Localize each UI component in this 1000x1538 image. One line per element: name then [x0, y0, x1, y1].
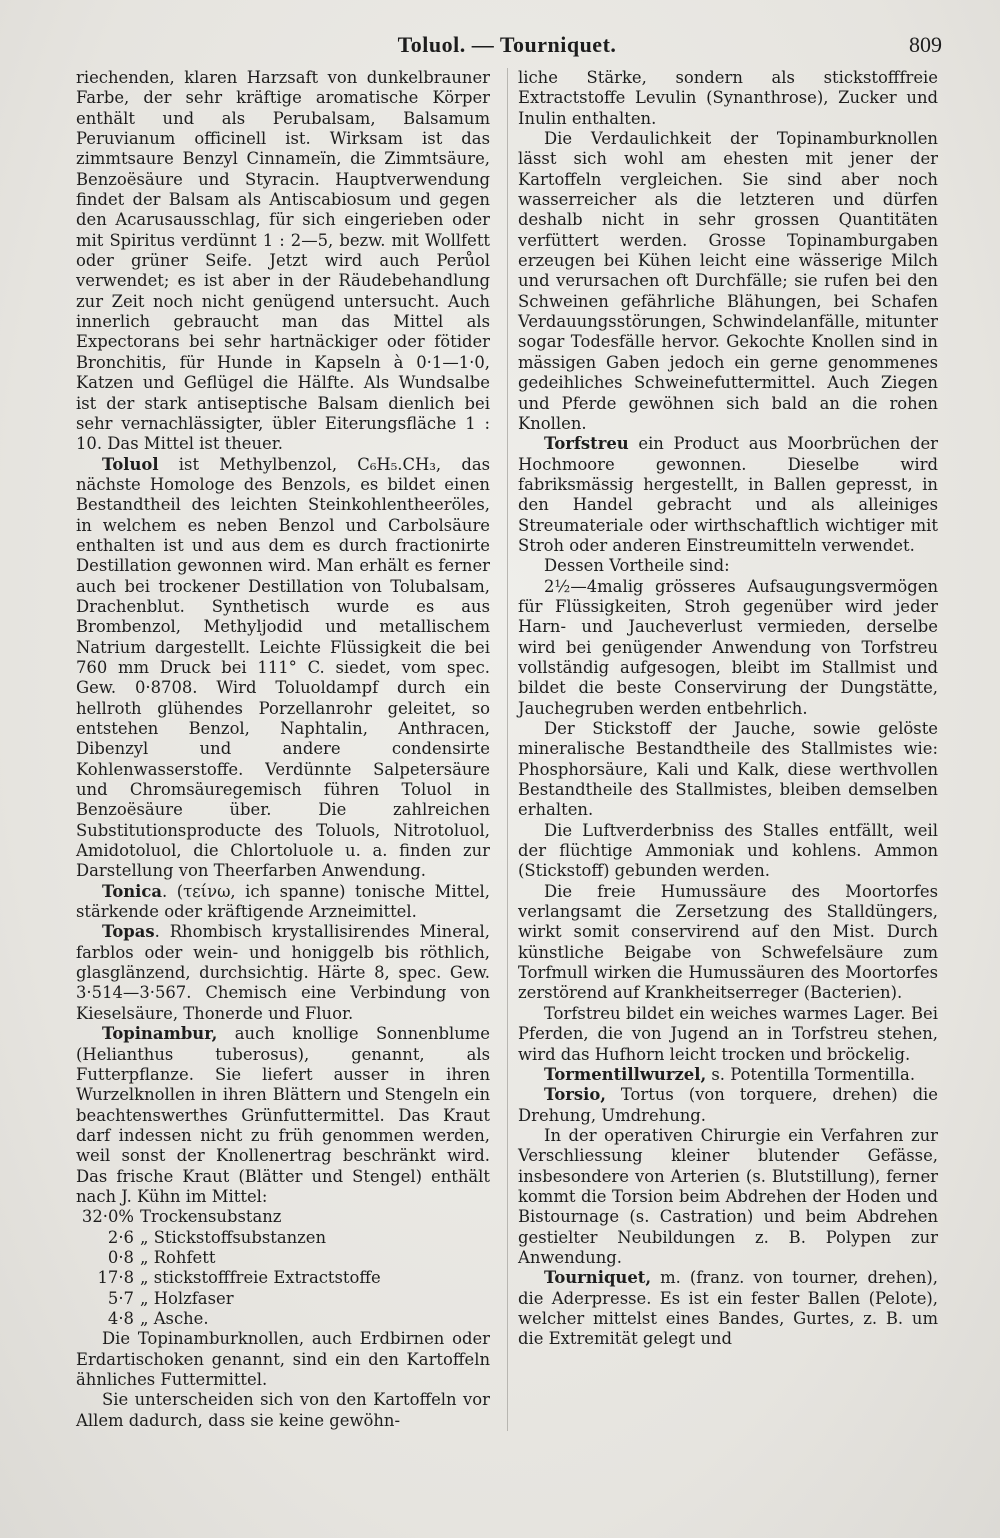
entry-torsio-text: Tortus (von torquere, drehen) die Drehung, Umdrehung.	[518, 1085, 938, 1125]
headword-topinambur: Topinambur,	[102, 1024, 218, 1044]
left-column	[76, 68, 490, 1431]
entry-tormentillwurzel	[518, 1065, 938, 1085]
entry-torfstreu-text: ein Product aus Moorbrüchen der Hochmoore gewonnen. Dieselbe wird fabriksmässig hergestellt, in Ballen gepresst, in den Handel gebracht und als alleiniges Streumateriale oder wirthschaftlich wichtiger mit Stroh oder anderen Einstreumitteln verwendet.	[518, 434, 938, 555]
composition-row: 2·6 „ Stickstoffsubstanzen	[107, 1227, 327, 1247]
knollen-paragraph: Die Topinamburknollen, auch Erdbirnen oder Erdartischoken genannt, sind ein den Kartoffeln ähnliches Futtermittel.	[76, 1329, 490, 1389]
headword-torsio: Torsio,	[544, 1085, 606, 1105]
headword-tormentillwurzel: Tormentillwurzel,	[544, 1064, 707, 1084]
entry-toluol-text: ist Methylbenzol, C₆H₅.CH₃, das nächste Homologe des Benzols, es bildet einen Bestandtheil des leichten Steinkohlentheeröles, in welchem es neben Benzol und Carbolsäure enthalten ist und aus dem es durch fractionirte Destillation gewonnen wird. Man erhält es ferner auch bei trockener Destillation von Tolubalsam, Drachenblut. Synthetisch wurde es aus Brombenzol, Methyljodid und metallischem Natrium dargestellt. Leichte Flüssigkeit die bei 760 mm Druck bei 111° C. siedet, vom spec. Gew. 0·8708. Wird Toluoldampf durch ein hellroth glühendes Porzellanrohr geleitet, so entstehen Benzol, Naphtalin, Anthracen, Dibenzyl und andere condensirte Kohlenwasserstoffe. Verdünnte Salpetersäure und Chromsäuregemisch führen Toluol in Benzoësäure über. Die zahlreichen Substitutionsproducte des Toluols, Nitrotoluol, Amidotoluol, die Chlortoluole u. a. finden zur Darstellung von Theerfarben Anwendung.	[76, 454, 490, 881]
headword-tourniquet: Tourniquet,	[544, 1268, 652, 1288]
entry-topas-text: . Rhombisch krystallisirendes Mineral, farblos oder wein- und honiggelb bis röthlich, glasglänzend, durchsichtig. Härte 8, spec. Gew. 3·514—3·567. Chemisch eine Verbindung von Kieselsäure, Thonerde und Fluor.	[76, 922, 490, 1023]
composition-list	[76, 1207, 490, 1329]
headword-torfstreu: Torfstreu	[544, 434, 629, 454]
entry-tormentillwurzel-text: s. Potentilla Tormentilla.	[706, 1064, 916, 1084]
right-column	[507, 68, 938, 1431]
composition-row: 5·7 „ Holzfaser	[107, 1288, 234, 1308]
verdaulichkeit-paragraph: Die Verdaulichkeit der Topinamburknollen lässt sich wohl am ehesten mit jener der Kartoffeln vergleichen. Sie sind aber noch wasserreicher als die letzteren und dürfen deshalb nicht in sehr grossen Quantitäten verfüttert werden. Grosse Topinamburgaben erzeugen bei Kühen leicht eine wässerige Milch und verursachen oft Durchfälle; sie rufen bei den Schweinen gefährliche Blähungen, bei Schafen Verdauungsstörungen, Schwindelanfälle, mitunter sogar Todesfälle hervor. Gekochte Knollen sind in mässigen Gaben jedoch ein gerne genommenes gedeihliches Schweinefuttermittel. Auch Ziegen und Pferde gewöhnen sich bald an die rohen Knollen.	[518, 129, 938, 433]
composition-row: 0·8 „ Rohfett	[107, 1247, 216, 1267]
entry-topinambur-text: auch knollige Sonnenblume (Helianthus tuberosus), genannt, als Futterpflanze. Sie liefert ausser in ihren Wurzelknollen in ihren Blättern und Stengeln ein beachtenswerthes Grünfuttermittel. Das Kraut darf indessen nicht zu früh genommen werden, weil sonst der Knollenertrag beschränkt wird. Das frische Kraut (Blätter und Stengel) enthält nach J. Kühn im Mittel:	[76, 1024, 490, 1206]
entry-torsio	[518, 1085, 938, 1126]
running-head	[76, 28, 942, 68]
headword-tonica: Tonica	[102, 881, 162, 901]
unterscheiden-paragraph: Sie unterscheiden sich von den Kartoffeln vor Allem dadurch, dass sie keine gewöhn-	[76, 1390, 490, 1430]
aufsaugung-paragraph: 2½—4malig grösseres Aufsaugungsvermögen für Flüssigkeiten, Stroh gegenüber wird jeder Harn- und Jaucheverlust vermieden, derselbe wird bei genügender Anwendung von Torfstreu vollständig aufgesogen, bleibt im Stallmist und bildet die beste Conservirung der Dungstätte, Jauchegruben werden entbehrlich.	[518, 576, 938, 718]
composition-row: 4·8 „ Asche.	[107, 1308, 209, 1328]
operativ-paragraph: In der operativen Chirurgie ein Verfahren zur Verschliessung kleiner blutender Gefässe, insbesondere von Arterien (s. Blutstillung), ferner kommt die Torsion beim Abdrehen der Hoden und Bistournage (s. Castration) und beim Abdrehen gestielter Neubildungen z. B. Polypen zur Anwendung.	[518, 1125, 938, 1267]
headword-topas: Topas	[102, 922, 155, 942]
stickstoff-paragraph: Der Stickstoff der Jauche, sowie gelöste mineralische Bestandtheile des Stallmistes wie: Phosphorsäure, Kali und Kalk, diese werthvollen Bestandtheile des Stallmistes, bleiben demselben erhalten.	[518, 719, 938, 820]
composition-row: 32·0% Trockensubstanz	[81, 1207, 282, 1227]
vortheile-heading: Dessen Vortheile sind:	[544, 556, 730, 576]
starch-paragraph: liche Stärke, sondern als stickstofffreie Extractstoffe Levulin (Synanthrose), Zucker und Inulin enthalten.	[518, 68, 938, 128]
composition-row: 17·8 „ stickstofffreie Extractstoffe	[97, 1268, 381, 1288]
entry-tourniquet	[518, 1268, 938, 1349]
entry-tourniquet-text: m. (franz. von tourner, drehen), die Aderpresse. Es ist ein fester Ballen (Pelote), welcher mittelst eines Bandes, Gurtes, z. B. um die Extremität gelegt und	[518, 1268, 938, 1349]
entry-topinambur	[76, 1024, 490, 1207]
luft-paragraph: Die Luftverderbniss des Stalles entfällt, weil der flüchtige Ammoniak und kohlens. Ammon (Stickstoff) gebunden werden.	[518, 820, 938, 881]
perubalsam-paragraph: riechenden, klaren Harzsaft von dunkelbrauner Farbe, der sehr kräftige aromatische Körper enthält und als Perubalsam, Balsamum Peruvianum officinell ist. Wirksam ist das zimmtsaure Benzyl Cinnameïn, die Zimmtsäure, Benzoësäure und Styracin. Hauptverwendung findet der Balsam als Antiscabiosum und gegen den Acarusausschlag, für sich eingerieben oder mit Spiritus verdünnt 1 : 2—5, bezw. mit Wollfett oder grüner Seife. Jetzt wird auch Perůol verwendet; es ist aber in der Räudebehandlung zur Zeit noch nicht genügend untersucht. Auch innerlich gebraucht man das Mittel als Expectorans bei sehr hartnäckiger oder fötider Bronchitis, für Hunde in Kapseln à 0·1—1·0, Katzen und Geflügel die Hälfte. Als Wundsalbe ist der stark antiseptische Balsam dienlich bei sehr vernachlässigter, übler Eiterungsfläche 1 : 10. Das Mittel ist theuer.	[76, 68, 490, 454]
entry-toluol	[76, 455, 490, 882]
page-number: 809	[909, 32, 942, 57]
entry-torfstreu	[518, 434, 938, 556]
text-columns	[76, 68, 938, 1431]
entry-topas	[76, 922, 490, 1024]
entry-tonica	[76, 882, 490, 923]
humus-paragraph: Die freie Humussäure des Moortorfes verlangsamt die Zersetzung des Stalldüngers, wirkt somit conservirend auf den Mist. Durch künstliche Beigabe von Schwefelsäure zum Torfmull wirken die Humussäuren des Moortorfes zerstörend auf Krankheitserreger (Bacterien).	[518, 881, 938, 1003]
lager-paragraph: Torfstreu bildet ein weiches warmes Lager. Bei Pferden, die von Jugend an in Torfstreu stehen, wird das Hufhorn leicht trocken und bröckelig.	[518, 1003, 938, 1064]
page-title: Toluol. — Tourniquet.	[397, 32, 617, 57]
entry-tonica-text: . (τείνω, ich spanne) tonische Mittel, stärkende oder kräftigende Arzneimittel.	[76, 881, 490, 922]
headword-toluol: Toluol	[102, 454, 159, 474]
